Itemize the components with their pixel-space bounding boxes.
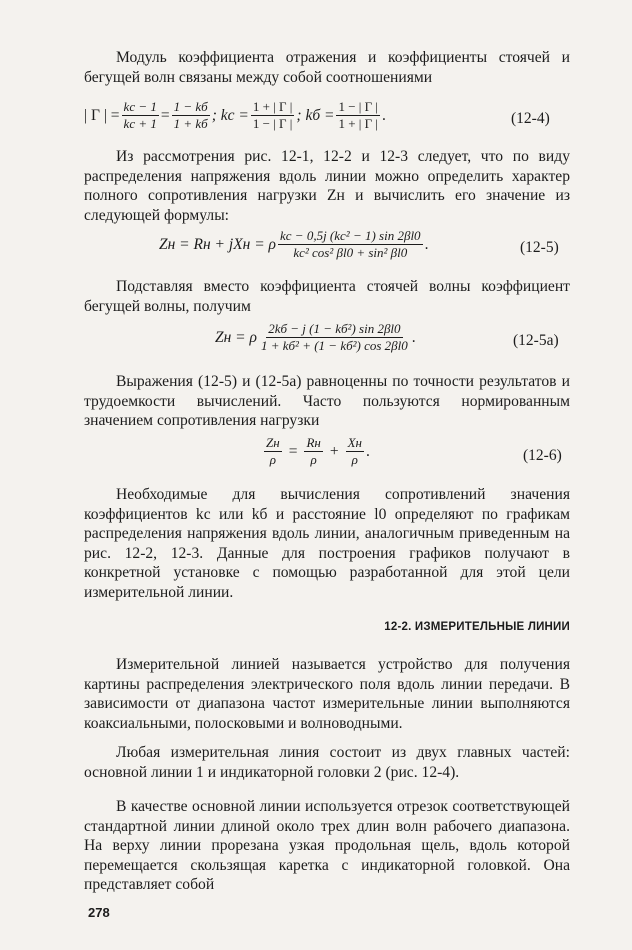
- paragraph-expressions-equivalent: [84, 372, 570, 431]
- paragraph-voltage-distribution: [84, 147, 570, 225]
- paragraph-coefficients-graphs: [84, 485, 570, 603]
- eq-end: .: [424, 235, 429, 253]
- numerator: Rн: [306, 435, 321, 450]
- section-heading: 12-2. ИЗМЕРИТЕЛЬНЫЕ ЛИНИИ: [384, 621, 570, 633]
- paragraph-text: В качестве основной линии используется отрезок соответствующей стандартной линии длиной около трех длин волн рабочего диапазона. На верху линии прорезана узкая продольная щель, вдоль которой перемещается скользящая каретка с индикаторной головкой. Она представляет собой: [84, 798, 570, 894]
- eq-lhs: Zн = Rн + jXн = ρ: [159, 235, 276, 253]
- eq-operator: =: [160, 106, 170, 124]
- eq-operator: +: [329, 442, 339, 460]
- paragraph-measuring-line-definition: [84, 655, 570, 733]
- numerator: 2kб − j (1 − kб²) sin 2βl0: [268, 321, 401, 336]
- paragraph-text: Любая измерительная линия состоит из двух главных частей: основной линии 1 и индикаторной головки 2 (рис. 12-4).: [84, 744, 570, 781]
- eq-lhs: | Γ | =: [84, 106, 120, 124]
- equation-number: (12-5): [520, 239, 559, 256]
- page-number: 278: [88, 905, 110, 920]
- denominator: ρ: [269, 452, 276, 467]
- numerator: Xн: [347, 435, 362, 450]
- equation-12-5a: [215, 322, 416, 353]
- fraction: [278, 229, 423, 260]
- numerator: 1 + | Γ |: [252, 99, 293, 114]
- eq-end: .: [382, 106, 386, 124]
- paragraph-text: Модуль коэффициента отражения и коэффициенты стоячей и бегущей волн связаны между собой соотношениями: [84, 49, 570, 86]
- eq-separator: ; kб =: [296, 106, 335, 124]
- denominator: ρ: [351, 452, 358, 467]
- denominator: 1 − | Γ |: [252, 116, 293, 131]
- fraction: [304, 436, 322, 467]
- denominator: 1 + | Γ |: [338, 116, 379, 131]
- numerator: kс − 1: [123, 99, 157, 114]
- paragraph-text: Подставляя вместо коэффициента стоячей волны коэффициент бегущей волны, получим: [84, 278, 570, 315]
- paragraph-text: Из рассмотрения рис. 12-1, 12-2 и 12-3 следует, что по виду распределения напряжения вдоль линии можно определить характер полного сопротивления нагрузки Zн и вычислить его значение из следующей формулы:: [84, 148, 570, 224]
- equation-number: (12-5а): [513, 332, 559, 349]
- paragraph-reflection-modulus: [84, 48, 570, 87]
- denominator: kс + 1: [123, 116, 157, 131]
- paragraph-main-line: [84, 797, 570, 895]
- fraction: [251, 100, 295, 131]
- eq-end: .: [411, 328, 416, 346]
- denominator: kс² cos² βl0 + sin² βl0: [293, 245, 408, 260]
- fraction: [122, 100, 159, 131]
- paragraph-measuring-line-parts: [84, 743, 570, 782]
- eq-lhs: Zн = ρ: [215, 328, 257, 346]
- eq-end: .: [365, 442, 370, 460]
- equation-12-4: [84, 100, 386, 131]
- fraction: [259, 322, 410, 353]
- fraction: [172, 100, 210, 131]
- fraction: [336, 100, 380, 131]
- numerator: 1 − kб: [173, 99, 208, 114]
- equation-number: (12-6): [523, 447, 562, 464]
- numerator: 1 − | Γ |: [338, 99, 379, 114]
- eq-operator: =: [288, 442, 298, 460]
- equation-12-6: [262, 436, 370, 467]
- equation-number: (12-4): [511, 110, 550, 127]
- denominator: ρ: [310, 452, 317, 467]
- fraction: [264, 436, 282, 467]
- numerator: Zн: [266, 435, 280, 450]
- equation-12-5: [159, 229, 428, 260]
- paragraph-text: Измерительной линией называется устройство для получения картины распределения электрического поля вдоль линии передачи. В зависимости от диапазона частот измерительные линии выполняются коаксиальными, полосковыми и волноводными.: [84, 656, 570, 732]
- numerator: kс − 0,5j (kс² − 1) sin 2βl0: [280, 228, 421, 243]
- paragraph-text: Необходимые для вычисления сопротивлений значения коэффициентов kс или kб и расстояние l0 определяют по графикам распределения напряжения вдоль линии, аналогичным приведенным на рис. 12-2, 12-3. Данные для построения графиков получают в конкретной установке с помощью разработанной для этой цели измерительной линии.: [84, 486, 570, 601]
- eq-separator: ; kс =: [211, 106, 249, 124]
- fraction: [346, 436, 364, 467]
- denominator: 1 + kб² + (1 − kб²) cos 2βl0: [260, 338, 408, 353]
- paragraph-substitution: [84, 277, 570, 316]
- paragraph-text: Выражения (12-5) и (12-5а) равноценны по точности результатов и трудоемкости вычислений. Часто пользуются нормированным значением сопротивления нагрузки: [84, 373, 570, 430]
- denominator: 1 + kб: [173, 116, 208, 131]
